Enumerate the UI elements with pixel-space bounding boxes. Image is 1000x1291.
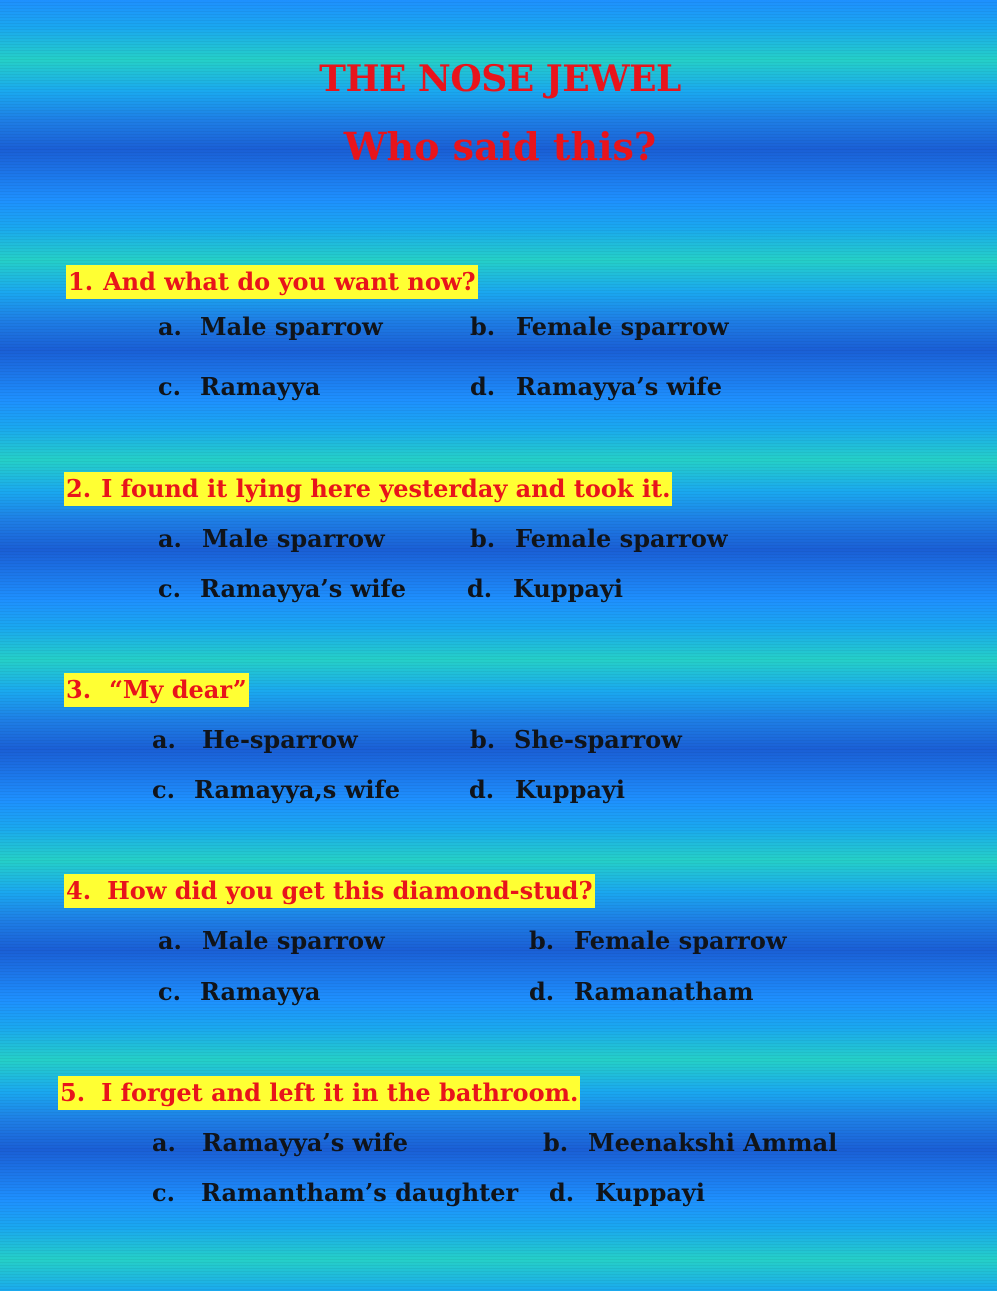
option-letter: a. (152, 1128, 176, 1157)
option-text: Kuppayi (513, 574, 623, 603)
option-2a[interactable] (158, 524, 385, 554)
option-letter: c. (158, 977, 181, 1006)
option-3a[interactable] (152, 725, 358, 755)
option-letter: c. (158, 372, 181, 401)
option-text: Ramayya,s wife (194, 775, 401, 804)
option-letter: b. (470, 524, 496, 553)
question-number: 4. (66, 876, 92, 905)
question-4 (64, 874, 595, 908)
question-text: How did you get this diamond-stud? (107, 876, 593, 905)
option-text: Female sparrow (516, 312, 729, 341)
option-2c[interactable] (158, 574, 406, 604)
option-5a[interactable] (152, 1128, 408, 1158)
option-4c[interactable] (158, 977, 320, 1007)
option-4d[interactable] (529, 977, 753, 1007)
option-text: Female sparrow (574, 926, 787, 955)
option-letter: d. (469, 775, 495, 804)
option-letter: b. (470, 725, 496, 754)
option-letter: c. (158, 574, 181, 603)
option-letter: d. (529, 977, 555, 1006)
worksheet-subtitle: Who said this? (343, 124, 657, 169)
option-4a[interactable] (158, 926, 385, 956)
option-1b[interactable] (470, 312, 728, 342)
option-1a[interactable] (158, 312, 383, 342)
option-text: Male sparrow (200, 312, 383, 341)
option-text: Male sparrow (202, 926, 385, 955)
option-letter: b. (470, 312, 496, 341)
option-letter: a. (158, 926, 182, 955)
option-3b[interactable] (470, 725, 682, 755)
option-5c[interactable] (152, 1178, 518, 1208)
option-3d[interactable] (469, 775, 625, 805)
question-text: I forget and left it in the bathroom. (101, 1078, 579, 1107)
option-letter: b. (529, 926, 555, 955)
option-letter: d. (470, 372, 496, 401)
option-letter: a. (152, 725, 176, 754)
option-letter: d. (467, 574, 493, 603)
option-2d[interactable] (467, 574, 623, 604)
option-letter: b. (543, 1128, 569, 1157)
option-letter: c. (152, 775, 175, 804)
question-3 (64, 673, 249, 707)
option-5d[interactable] (549, 1178, 705, 1208)
option-text: Male sparrow (202, 524, 385, 553)
option-text: Ramayya (200, 977, 321, 1006)
option-letter: c. (152, 1178, 175, 1207)
option-3c[interactable] (152, 775, 400, 805)
option-letter: a. (158, 312, 182, 341)
option-letter: a. (158, 524, 182, 553)
option-text: Ramayya’s wife (202, 1128, 409, 1157)
option-text: Ramanatham (574, 977, 754, 1006)
option-text: Kuppayi (515, 775, 625, 804)
option-text: He-sparrow (202, 725, 358, 754)
question-2 (64, 472, 672, 506)
option-text: Ramayya (200, 372, 321, 401)
option-text: Ramayya’s wife (200, 574, 407, 603)
question-text: And what do you want now? (103, 267, 476, 296)
option-1d[interactable] (470, 372, 722, 402)
option-1c[interactable] (158, 372, 320, 402)
option-text: Ramantham’s daughter (201, 1178, 519, 1207)
option-text: Ramayya’s wife (516, 372, 723, 401)
question-number: 1. (68, 267, 94, 296)
option-text: She-sparrow (514, 725, 682, 754)
option-2b[interactable] (470, 524, 727, 554)
question-number: 2. (66, 474, 92, 503)
worksheet-title: THE NOSE JEWEL (319, 58, 681, 100)
question-text: I found it lying here yesterday and took it. (101, 474, 671, 503)
question-number: 5. (60, 1078, 86, 1107)
question-1 (66, 265, 478, 299)
option-text: Meenakshi Ammal (588, 1128, 838, 1157)
option-4b[interactable] (529, 926, 786, 956)
question-text: “My dear” (109, 675, 247, 704)
question-number: 3. (66, 675, 92, 704)
option-5b[interactable] (543, 1128, 837, 1158)
question-5 (58, 1076, 580, 1110)
option-text: Female sparrow (515, 524, 728, 553)
option-text: Kuppayi (595, 1178, 705, 1207)
option-letter: d. (549, 1178, 575, 1207)
